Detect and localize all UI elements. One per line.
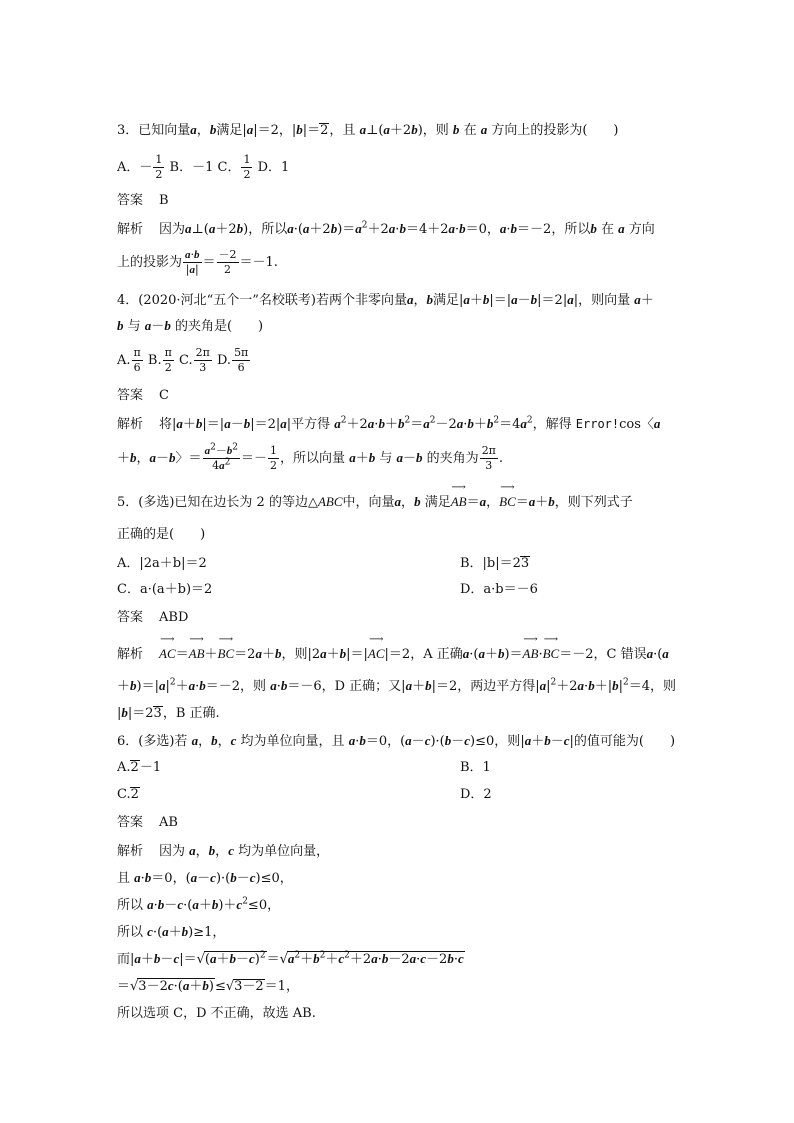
q6-answer <box>117 814 690 832</box>
q6-analysis-line2: 且 a·b＝0，(a－c)·(b－c)≤0， <box>117 870 293 886</box>
q5-option-a: A．|2a＋b|＝2 <box>117 556 207 571</box>
error-text: Error! <box>575 417 620 431</box>
q6-analysis-line1: 解析 因为 a，b，c 均为单位向量， <box>117 843 330 859</box>
q6-analysis-line6: ＝√3－2c·(a＋b)≤√3－2＝1， <box>117 978 299 994</box>
q6-option-b: B．1 <box>460 760 491 775</box>
q5-option-b: B．|b|＝23 <box>460 556 530 571</box>
q6-analysis-line5: 而$|a+b-c|=√(a+b-c)^2=√a^2+b^2+c^2+2a\cdot b-2a\cdot c-2b\cdot c$ <box>117 950 464 967</box>
q5-stem-line2: 正确的是( ) <box>117 527 206 542</box>
q3-number: 3． <box>117 123 139 138</box>
q4-source: (2020·河北“五个一”名校联考) <box>138 293 316 308</box>
analysis-label: 解析 <box>117 647 144 662</box>
q6-analysis-line4: 所以 c·(a＋b)≥1， <box>117 924 226 940</box>
q4-option-b: B. $\frac{\pi}{2}$ <box>147 346 172 374</box>
q5-stem-line1: 5．(多选)已知在边长为 2 的等边△ABC中，向量a，b 满足⟶ AB＝a，⟶ BC＝a＋b，则下列式子 <box>117 493 690 512</box>
q3-stem: 3．已知向量a，b满足|a|＝2，|b|＝2，且 a⊥(a＋2b)，则 b 在 a 方向上的投影为( ) <box>117 122 619 138</box>
q4-option-d: D. $\frac{5\pi}{6}$ <box>216 346 249 374</box>
q5-answer <box>117 609 690 627</box>
q3-option-a: A．－ $\frac{1}{2}$ <box>117 153 163 181</box>
answer-label: 答案 <box>117 388 144 403</box>
answer-label: 答案 <box>117 610 144 625</box>
q3-answer <box>117 192 690 210</box>
q5-options-row2 <box>117 581 690 599</box>
q4-answer <box>117 387 690 405</box>
q4-stem-line2: b 与 a－b 的夹角是( ) <box>117 318 264 334</box>
q4-option-a: A. $\frac{\pi}{6}$ <box>117 346 141 374</box>
q6-options-row1 <box>117 759 690 777</box>
q6-option-a: A.2－1 <box>117 760 162 775</box>
q5-options-row1 <box>117 555 690 573</box>
q4-analysis-line2: ＋b，a－b〉＝ $\frac{a^2-b^2}{4a^2}$ ＝－ $\frac{1}{2}$ ，所以向量 a＋b 与 a－b 的夹角为 $\frac{2\pi}{3}$ . <box>117 442 504 472</box>
q5-option-c: C．a·(a＋b)＝2 <box>117 582 213 597</box>
q4-option-c: C. $\frac{2\pi}{3}$ <box>178 346 210 374</box>
q6-options-row2 <box>117 786 690 804</box>
q6-answer-value: AB <box>159 815 178 830</box>
q5-analysis-line2: $+b)=|a|^2+a\cdot b=-2$，则 a·b＝－6，D 正确；又|a＋b|＝2，两边平方得$|a|^2+2a\cdot b+|b|^2=4$，则 <box>117 677 676 694</box>
q3-analysis-line1: 解析 因为a⊥(a＋2b)，所以$a\cdot(a+2b)=a^2+2a\cdot b=4+2a\cdot b=0$，a·b＝－2，所以b 在 a 方向 <box>117 220 655 237</box>
q4-analysis-line1: 解析 将|a＋b|＝|a－b|＝2|a|平方得 $a^2+2a\cdot b+b^2=a^2-2a\cdot b+b^2=4a^2$，解得 Error!cos〈a <box>117 415 661 432</box>
q5-option-d: D．a·b＝－6 <box>460 582 538 597</box>
analysis-label: 解析 <box>117 222 144 237</box>
q6-analysis-line3: 所以 $a\cdot b-c\cdot(a+b)+c^2\le 0$， <box>117 896 281 913</box>
q4-options <box>117 344 690 378</box>
q6-analysis-line7: 所以选项 C，D 不正确，故选 AB. <box>117 1006 316 1021</box>
q4-answer-value: C <box>159 388 169 403</box>
answer-label: 答案 <box>117 815 144 830</box>
q4-number: 4． <box>117 293 139 308</box>
q6-number: 6． <box>117 734 139 749</box>
q3-options <box>117 152 690 184</box>
q5-analysis-line3: |b|＝23，B 正确. <box>117 705 220 721</box>
q5-number: 5． <box>117 495 139 510</box>
q3-analysis-line2: 上的投影为 $\frac{a\cdot b}{|a|}$ ＝ $\frac{-2}{2}$ ＝－1. <box>117 248 278 276</box>
q5-answer-value: ABD <box>159 610 189 625</box>
q4-stem-line1: 4．(2020·河北“五个一”名校联考)若两个非零向量a，b满足|a＋b|＝|a－b|＝2|a|，则向量 a＋ <box>117 292 654 308</box>
q6-option-d: D．2 <box>460 787 492 802</box>
q5-analysis-line1: 解析⟶ AC＝⟶ AB＋⟶ BC＝2a＋b，则|2a＋b|＝|⟶ AC|＝2，A 正确a·(a＋b)＝⟶ AB·⟶ BC＝－2，C 错误a·(a <box>117 645 690 664</box>
q6-option-c: C.2 <box>117 787 139 802</box>
q3-option-b: B．－1 <box>169 160 214 175</box>
q3-answer-value: B <box>159 193 169 208</box>
q3-option-c: C． $\frac{1}{2}$ <box>217 153 251 181</box>
analysis-label: 解析 <box>117 417 144 432</box>
analysis-label: 解析 <box>117 844 144 859</box>
q6-stem: 6．(多选)若 a，b，c 均为单位向量，且 a·b＝0，(a－c)·(b－c)≤0，则|a＋b－c|的值可能为( ) <box>117 733 676 749</box>
q3-option-d: D．1 <box>257 160 290 175</box>
answer-label: 答案 <box>117 193 144 208</box>
